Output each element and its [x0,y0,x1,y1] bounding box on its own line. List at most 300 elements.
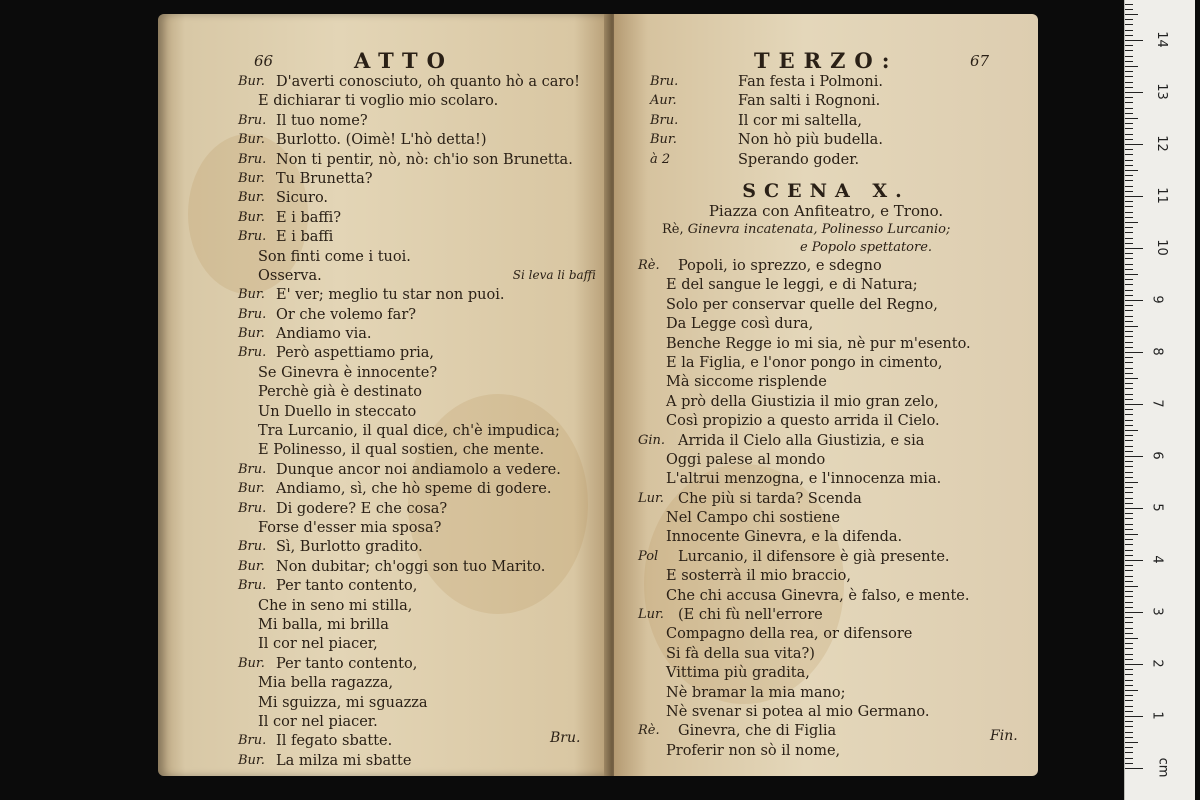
speaker-label: Bur. [238,132,265,148]
ruler-tick [1125,482,1138,483]
ruler-tick [1125,498,1133,499]
verse-text: D'averti conosciuto, oh quanto hò a caro! [276,74,580,90]
ruler-tick [1125,222,1138,223]
ruler-tick [1125,695,1133,696]
ruler-tick [1125,154,1133,155]
verse-text: Proferir non sò il nome, [666,742,841,759]
left-page-number: 66 [254,52,274,70]
text-line [614,588,1038,607]
ruler-tick [1125,440,1133,441]
verse-text: Il tuo nome? [276,112,368,129]
ruler-tick [1125,394,1133,395]
right-catchword: Fin. [990,728,1018,744]
speaker-label: Bru. [238,500,267,516]
speaker-label: Bur. [238,558,265,574]
scene-title: SCENA X. [742,180,910,202]
verse-text: Per tanto contento, [276,655,418,672]
speaker-label: Bur. [238,190,265,206]
speaker-label: Pol [638,548,659,564]
verse-text: Che chi accusa Ginevra, è falso, e mente. [666,587,970,604]
ruler-tick [1125,97,1133,98]
text-line [614,297,1038,316]
verse-text: Il cor nel piacer, [258,636,378,653]
text-line [158,733,610,752]
ruler-tick [1125,648,1133,649]
ruler-tick [1125,617,1133,618]
verse-text: Perchè già è destinato [258,384,422,401]
ruler-tick [1125,19,1133,20]
speaker-label: Bru. [238,229,267,245]
ruler-tick [1125,212,1133,213]
ruler-tick [1125,269,1133,270]
ruler-tick [1125,742,1138,743]
ruler-tick [1125,102,1133,103]
text-line [158,539,610,558]
ruler-tick [1125,134,1133,135]
verse-text: E sosterrà il mio braccio, [666,568,852,585]
text-line [614,743,1038,762]
text-line [158,249,610,268]
text-line [614,93,1038,112]
ruler-tick [1125,35,1133,36]
ruler-tick [1125,529,1133,530]
ruler-tick [1125,357,1133,358]
text-line [614,626,1038,645]
verse-text: Son finti come i tuoi. [258,248,411,265]
right-page-number: 67 [970,52,990,70]
verse-text: Burlotto. (Oimè! L'hò detta!) [276,132,487,149]
ruler-tick [1125,170,1138,171]
left-page [158,14,610,776]
verse-text: Il cor nel piacer. [258,713,378,730]
text-line [158,229,610,248]
speaker-label: Bur. [238,209,265,225]
text-line [158,384,610,403]
ruler-tick [1125,435,1133,436]
verse-text: Sperando goder. [738,151,860,168]
speaker-label: à 2 [650,151,671,167]
ruler-tick [1125,430,1138,431]
verse-text: Andiamo via. [276,326,372,343]
text-line [614,646,1038,665]
ruler-tick [1125,539,1133,540]
text-line [158,442,610,461]
ruler-tick [1125,669,1133,670]
ruler-tick [1125,524,1133,525]
verse-text: Lurcanio, il difensore è già presente. [678,548,950,565]
verse-text: E la Figlia, e l'onor pongo in cimento, [666,354,943,371]
verse-text: Si fà della sua vita?) [666,645,815,662]
ruler-tick [1125,706,1133,707]
ruler-number: 10 [1153,239,1169,256]
ruler-tick [1125,388,1133,389]
ruler-tick [1125,752,1133,753]
ruler-tick [1125,607,1133,608]
verse-text: Il fegato sbatte. [276,733,393,750]
verse-text: (E chi fù nell'errore [678,607,823,624]
text-line [614,452,1038,471]
ruler-tick [1125,118,1138,119]
speaker-label: Rè. [638,723,660,739]
text-line [614,433,1038,452]
ruler-tick [1125,638,1138,639]
text-line [158,132,610,151]
ruler-tick [1125,149,1133,150]
ruler-tick [1125,66,1138,67]
right-page [614,14,1038,776]
ruler-tick [1125,191,1133,192]
text-line [158,190,610,209]
verse-text: Nel Campo chi sostiene [666,510,840,527]
ruler-tick [1125,602,1133,603]
ruler-tick [1125,368,1133,369]
ruler-tick [1125,711,1133,712]
ruler-number: 4 [1149,555,1165,564]
text-line [614,277,1038,296]
verse-text: E' ver; meglio tu star non puoi. [276,287,505,304]
text-line [158,462,610,481]
verse-text: Che in seno mi stilla, [258,597,413,614]
ruler-tick [1125,175,1133,176]
speaker-label: Bru. [238,345,267,361]
text-line [614,132,1038,151]
ruler-tick [1125,664,1143,665]
ruler-tick [1125,726,1133,727]
text-line [614,74,1038,93]
verse-text: Andiamo, sì, che hò speme di godere. [276,481,552,498]
ruler-tick [1125,264,1133,265]
text-line [158,753,610,772]
text-line [158,113,610,132]
ruler-tick [1125,279,1133,280]
speaker-label: Bru. [238,733,267,749]
ruler-tick [1125,108,1133,109]
ruler-tick [1125,253,1133,254]
ruler-tick [1125,144,1143,145]
verse-text: Il cor mi saltella, [738,112,863,129]
ruler-tick [1125,758,1133,759]
text-line [614,685,1038,704]
verse-text: Sicuro. [276,190,329,207]
text-line [158,171,610,190]
verse-text: Da Legge così dura, [666,316,814,333]
ruler-tick [1125,201,1133,202]
text-line [614,549,1038,568]
text-line [614,510,1038,529]
text-line [158,656,610,675]
text-line [614,336,1038,355]
speaker-label: Bur. [238,655,265,671]
text-line [158,74,610,93]
verse-text: Mà siccome risplende [666,374,827,391]
text-line [614,704,1038,723]
ruler-tick [1125,576,1133,577]
ruler-tick [1125,238,1133,239]
verse-text: Or che volemo far? [276,306,417,323]
verse-text: Vittima più gradita, [666,665,810,682]
speaker-label: Bru. [238,578,267,594]
ruler-tick [1125,87,1133,88]
ruler-tick [1125,165,1133,166]
verse-text: Non dubitar; ch'oggi son tuo Marito. [276,558,546,575]
ruler-tick [1125,4,1133,5]
speaker-label: Bur. [238,287,265,303]
verse-text: Ginevra, che di Figlia [678,723,837,740]
ruler-tick [1125,654,1133,655]
speaker-label: Aur. [650,93,677,109]
ruler-tick [1125,446,1133,447]
ruler-tick [1125,24,1133,25]
text-line [614,374,1038,393]
ruler-tick [1125,160,1133,161]
ruler-tick [1125,14,1138,15]
text-line [158,501,610,520]
ruler-tick [1125,456,1143,457]
ruler-tick [1125,451,1133,452]
verse-text: Non hò più budella. [738,132,883,149]
characters-speaker: Rè, [662,222,684,237]
text-line [614,394,1038,413]
ruler-number: 11 [1153,187,1169,204]
ruler-tick [1125,763,1133,764]
ruler-tick [1125,186,1133,187]
text-line [614,529,1038,548]
speaker-label: Bru. [650,74,679,89]
text-line [158,598,610,617]
verse-text: Forse d'esser mia sposa? [258,519,442,536]
stage-direction: Si leva li baffi [512,267,596,282]
open-book [158,14,1038,776]
ruler-tick [1125,352,1143,353]
text-line [614,113,1038,132]
ruler-tick [1125,316,1133,317]
right-verses [614,74,1038,171]
speaker-label: Bru. [238,461,267,477]
ruler-tick [1125,477,1133,478]
text-line [158,675,610,694]
ruler-tick [1125,586,1138,587]
verse-text: Tu Brunetta? [276,170,373,187]
text-line [614,413,1038,432]
measuring-ruler [1124,0,1195,800]
ruler-tick [1125,581,1133,582]
ruler-tick [1125,56,1133,57]
text-line [158,345,610,364]
ruler-tick [1125,248,1143,249]
verse-text: Innocente Ginevra, e la difenda. [666,529,903,546]
ruler-tick [1125,768,1143,769]
text-line [614,723,1038,742]
text-line [158,617,610,636]
ruler-tick [1125,596,1133,597]
text-line [158,404,610,423]
ruler-tick [1125,628,1133,629]
ruler-tick [1125,331,1133,332]
verse-text: Fan salti i Rognoni. [738,93,881,110]
verse-text: Oggi palese al mondo [666,451,826,468]
ruler-tick [1125,40,1143,41]
ruler-tick [1125,258,1133,259]
text-line [158,268,610,287]
verse-text: Osserva. [258,267,322,284]
ruler-tick [1125,180,1133,181]
ruler-tick [1125,518,1133,519]
text-line [158,578,610,597]
ruler-tick [1125,591,1133,592]
verse-text: E del sangue le leggi, e di Natura; [666,277,918,294]
left-page-text [158,74,610,772]
ruler-tick [1125,336,1133,337]
ruler-tick [1125,383,1133,384]
ruler-tick [1125,732,1133,733]
text-line [158,152,610,171]
text-line [158,210,610,229]
ruler-tick [1125,685,1133,686]
ruler-tick [1125,362,1133,363]
ruler-tick [1125,82,1133,83]
text-line [614,258,1038,277]
verse-text: Nè svenar si potea al mio Germano. [666,703,930,720]
ruler-number: 6 [1149,451,1165,460]
ruler-tick [1125,128,1133,129]
verse-text: L'altrui menzogna, e l'innocenza mia. [666,471,942,488]
ruler-tick [1125,492,1133,493]
ruler-tick [1125,45,1133,46]
text-line [614,491,1038,510]
ruler-tick [1125,612,1143,613]
verse-text: Popoli, io sprezzo, e sdegno [678,258,882,274]
ruler-tick [1125,513,1133,514]
ruler-tick [1125,622,1133,623]
text-line [614,316,1038,335]
text-line [158,423,610,442]
ruler-number: 7 [1149,399,1165,408]
verse-text: Mi sguizza, mi sguazza [258,694,428,711]
ruler-tick [1125,414,1133,415]
ruler-tick [1125,274,1138,275]
ruler-tick [1125,227,1133,228]
text-line [614,152,1038,171]
ruler-tick [1125,71,1133,72]
ruler-tick [1125,206,1133,207]
ruler-tick [1125,50,1133,51]
ruler-tick [1125,326,1138,327]
verse-text: La milza mi sbatte [276,752,412,769]
ruler-tick [1125,9,1133,10]
verse-text: Benche Regge io mi sia, nè pur m'esento. [666,335,971,352]
scene-characters [662,222,950,237]
ruler-tick [1125,716,1143,717]
verse-text: E dichiarar ti voglio mio scolaro. [258,93,499,110]
text-line [158,559,610,578]
speaker-label: Bru. [238,112,267,128]
ruler-tick [1125,674,1133,675]
ruler-tick [1125,342,1133,343]
ruler-number: 5 [1149,503,1165,512]
ruler-number: 8 [1149,347,1165,356]
ruler-tick [1125,196,1143,197]
ruler-tick [1125,721,1133,722]
text-line [158,714,610,733]
speaker-label: Bur. [238,752,265,768]
ruler-number: 9 [1149,295,1165,304]
ruler-number: 14 [1153,31,1169,48]
ruler-tick [1125,243,1133,244]
ruler-tick [1125,633,1133,634]
ruler-tick [1125,61,1133,62]
ruler-tick [1125,659,1133,660]
verse-text: Dunque ancor noi andiamolo a vedere. [276,461,561,478]
text-line [158,481,610,500]
ruler-tick [1125,321,1133,322]
ruler-tick [1125,503,1133,504]
ruler-tick [1125,399,1133,400]
ruler-tick [1125,508,1143,509]
speaker-label: Bru. [650,112,679,128]
ruler-tick [1125,690,1138,691]
ruler-tick [1125,570,1133,571]
verse-text: Sì, Burlotto gradito. [276,539,423,556]
left-running-header: ATTO [354,48,454,73]
ruler-tick [1125,373,1133,374]
verse-text: Nè bramar la mia mano; [666,684,846,701]
text-line [158,520,610,539]
ruler-tick [1125,461,1133,462]
speaker-label: Bru. [238,151,267,167]
text-line [158,365,610,384]
verse-text: E Polinesso, il qual sostien, che mente. [258,442,545,459]
text-line [614,607,1038,626]
ruler-number: 1 [1149,711,1165,720]
ruler-tick [1125,560,1143,561]
ruler-tick [1125,747,1133,748]
ruler-tick [1125,420,1133,421]
ruler-number: 12 [1153,135,1169,152]
text-line [158,636,610,655]
right-running-header: TERZO: [754,48,899,73]
ruler-tick [1125,295,1133,296]
ruler-tick [1125,217,1133,218]
ruler-tick [1125,123,1133,124]
ruler-tick [1125,700,1133,701]
verse-text: Che più si tarda? Scenda [678,490,862,507]
ruler-tick [1125,378,1138,379]
ruler-tick [1125,30,1133,31]
verse-text: Per tanto contento, [276,578,418,595]
ruler-tick [1125,555,1133,556]
ruler-tick [1125,404,1143,405]
ruler-tick [1125,643,1133,644]
scene-setting: Piazza con Anfiteatro, e Trono. [708,202,944,220]
verse-text: Mia bella ragazza, [258,675,394,692]
ruler-tick [1125,284,1133,285]
ruler-tick [1125,305,1133,306]
ruler-tick [1125,737,1133,738]
ruler-number: 13 [1153,83,1169,100]
text-line [158,695,610,714]
ruler-tick [1125,409,1133,410]
text-line [614,665,1038,684]
text-line [614,471,1038,490]
verse-text: Tra Lurcanio, il qual dice, ch'è impudica; [258,423,560,440]
text-line [614,568,1038,587]
ruler-tick [1125,550,1133,551]
ruler-tick [1125,487,1133,488]
verse-text: Però aspettiamo pria, [276,345,435,362]
verse-text: Fan festa i Polmoni. [738,74,883,90]
ruler-tick [1125,76,1133,77]
left-catchword: Bru. [550,730,581,746]
